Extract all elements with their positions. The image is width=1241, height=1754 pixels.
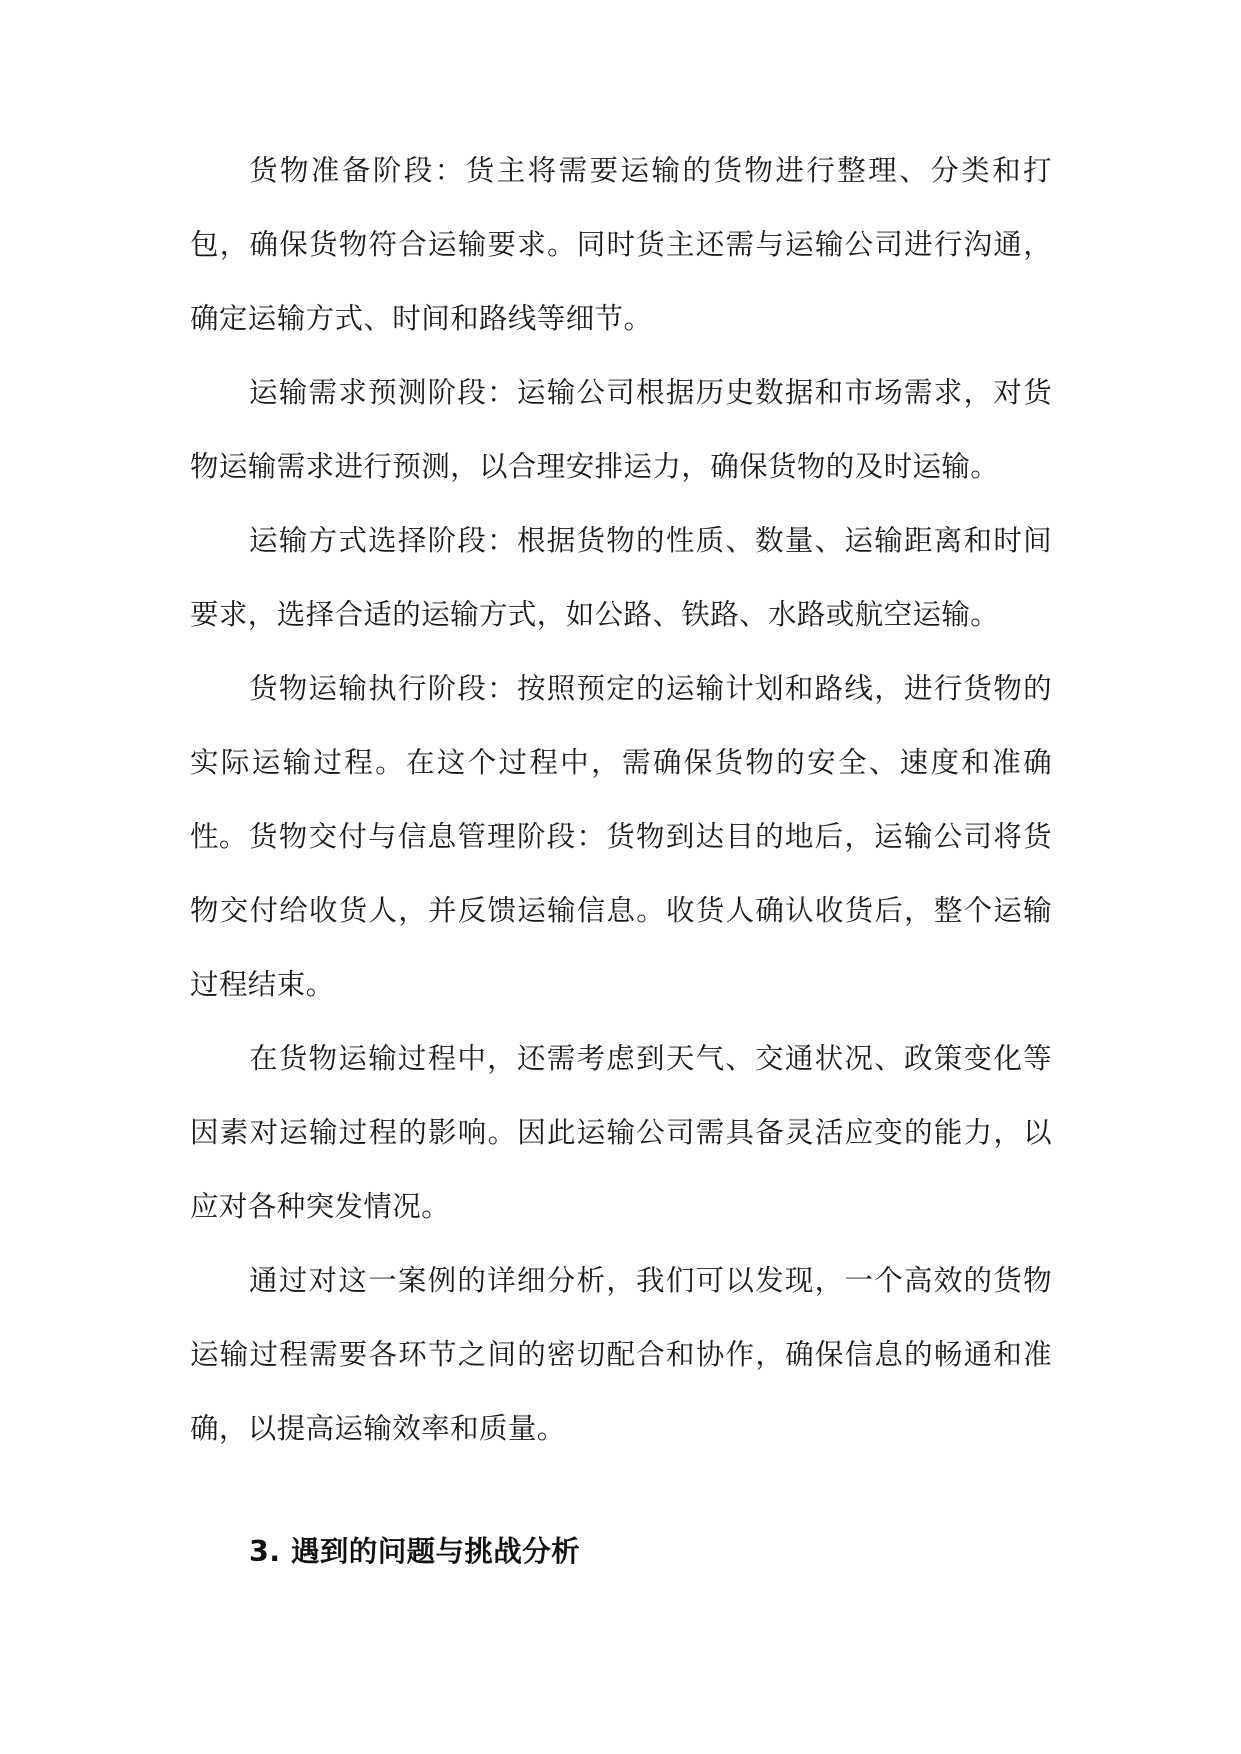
section-heading (249, 1515, 580, 1589)
paragraph-transport-execution: 货物运输执行阶段：按照预定的运输计划和路线，进行货物的实际运输过程。在这个过程中，需确保货物的安全、速度和准确性。 (190, 672, 1052, 853)
paragraph-delivery-info-management: 货物交付与信息管理阶段：货物到达目的地后，运输公司将货物交付给收货人，并反馈运输信息。收货人确认收货后，整个运输过程结束。 (190, 820, 1052, 1001)
section-title: 遇到的问题与挑战分析 (291, 1535, 581, 1568)
paragraph-cargo-preparation: 货物准备阶段：货主将需要运输的货物进行整理、分类和打包，确保货物符合运输要求。同时货主还需与运输公司进行沟通，确定运输方式、时间和路线等细节。 (190, 154, 1052, 335)
section-number: 3. (249, 1535, 281, 1568)
paragraph-mode-selection: 运输方式选择阶段：根据货物的性质、数量、运输距离和时间要求，选择合适的运输方式，如公路、铁路、水路或航空运输。 (190, 524, 1052, 631)
paragraph-demand-forecast: 运输需求预测阶段：运输公司根据历史数据和市场需求，对货物运输需求进行预测，以合理安排运力，确保货物的及时运输。 (190, 376, 1052, 483)
paragraph-conclusion: 通过对这一案例的详细分析，我们可以发现，一个高效的货物运输过程需要各环节之间的密切配合和协作，确保信息的畅通和准确，以提高运输效率和质量。 (190, 1264, 1052, 1445)
paragraph-external-factors: 在货物运输过程中，还需考虑到天气、交通状况、政策变化等因素对运输过程的影响。因此运输公司需具备灵活应变的能力，以应对各种突发情况。 (190, 1042, 1052, 1223)
